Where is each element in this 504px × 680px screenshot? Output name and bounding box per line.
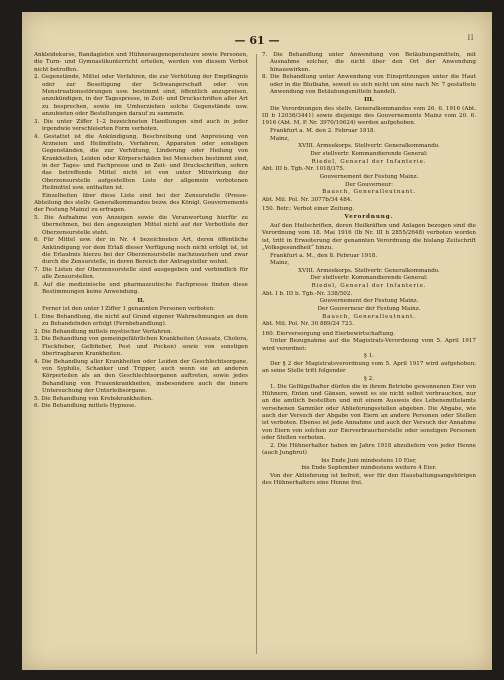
command-line-7: Bausch, Generalleutnant. (322, 189, 416, 196)
document-page (22, 12, 492, 670)
command-line-4: Abt. III b. Tgb.-Nr. 1018/375. (262, 166, 345, 173)
notice-160-list-1: bis Ende Juni mindestens 10 Eier, (321, 457, 417, 464)
command2-line-6: Der Gouverneur der Festung Mainz. (317, 305, 421, 312)
command2-line-2: Der stellvertr. Kommandierende General: (310, 275, 428, 282)
notice-160-title: 160. Eierversorgung und Eierbewirtschaftung. (262, 330, 395, 337)
left-item-4-note: Einzelheiten über diese Liste sind bei der Zensurstelle (Presse-Abteilung des stellv. Generalkommandos bezw. des Königl. Gouvernements der Festung Mainz) zu erfragen. (34, 192, 248, 214)
notice-160-para3: 2. Die Hühnerhalter haben im Jahre 1918 abzuliefern von jeder Henne (auch Jungbrut) (262, 442, 476, 456)
command2-line-1: XVIII. Armeekorps. Stellvertr. Generalkommando. (298, 267, 440, 274)
left-section-item-4: 4. Die Behandlung aller Krankheiten oder Leiden der Geschlechtsorgane, von Syphilis, Schanker und Tripper, auch wenn sie an anderen Körperteilen als an den Geschlechtsorganen auftreten, sowie jedes Behandlung von Frauenkrankheiten, insbesondere auch die innere Untersuchung der Unterleibsorgane. (34, 358, 248, 395)
right-item-8: 8. Die Behandlung unter Anwendung von Einspritzungen unter die Haut oder in die Blutbahn, soweit es sich nicht um eine nach Nr. 7 gestattete Anwendung von Betäubungsmitteln handelt. (262, 74, 476, 96)
date-frankfurt-2: Frankfurt a. M., den 8. Februar 1918. (270, 252, 378, 259)
notice-150-text: Auf den Heilschriften, deren Heilkräften und Anlagen bezogen sind die Verordnung vom 18. Mai 1916 (Ib Nr. III b 2855/2648) verboten worden ist, tritt in Erweiterung der genannten Verordnung die bislang Zeitschrift „Volksgesundheit“ hinzu. (262, 222, 476, 251)
date-frankfurt-1: Frankfurt a. M. den 2. Februar 1918. (270, 128, 376, 135)
left-item-2: 2. Gegenstände, Mittel oder Verfahren, die zur Verhütung der Empfängnis oder zur Beseitigung der Schwangerschaft oder von Menstruationsstörungen usw. bestimmt sind, öffentlich anzupreisen, anzukündigen, in der Tagespresse, in Zeit- und Druckschriften aller Art zu besprechen, sowie im Umherziehen solche Gegenstände usw. anzubieten oder Bestellungen darauf zu sammeln. (34, 74, 248, 118)
left-intro: Ankleidekurse, Bandagisten und Hühneraugenoperateure sowie Personen, die Turn- und Gymnastikunterricht erteilen, werden von diesem Verbot nicht betroffen. (34, 52, 248, 73)
notice-160-intro: Unter Bezugnahme auf die Magistrats-Verordnung vom 5. April 1917 wird verordnet: (262, 338, 476, 352)
notice-150-heading: Verordnung. (344, 214, 394, 221)
left-item-4: 4. Gestattet ist die Ankündigung, Beschreibung und Anpreisung von Arzneien und Heilmitteln, Verfahren, Apparaten oder sonstigen Gegenständen, die zur Verhütung, Linderung oder Heilung von Krankheiten, Leiden oder Körperschäden bei Menschen bestimmt sind, in der Tages- und Fachpresse und in Zeit- und Druckschriften, sofern das betreffende Mittel nicht ist von unter Mitwirkung der Oberzensurstelle aufgestellten Liste der allgemein verbotenen Heilmittel usw. enthalten ist. (34, 133, 248, 192)
column-divider (256, 54, 257, 654)
place-mainz-1: Mainz, (270, 135, 290, 142)
command-line-6: Der Gouverneur: (345, 181, 393, 188)
notice-160-list-3: Von der Ablieferung ist befreit, wer für den Haushaltungsangehörigen des Hühnerhalters eine Henne frei. (262, 472, 476, 487)
corner-mark: II (467, 34, 474, 42)
page-number: — 61 — (234, 34, 280, 47)
notice-160-list-2: bis Ende September mindestens weitere 4 Eier. (301, 465, 437, 472)
command2-line-5: Gouvernement der Festung Mainz. (319, 298, 419, 305)
command2-line-4: Abt. I b. III b. Tgb.-Nr. 338/502. (262, 290, 353, 297)
notice-160-para1-title: § 1. (364, 353, 374, 360)
left-column (34, 52, 248, 656)
left-section-item-3: 3. Die Behandlung von gemeingefährlichen Krankheiten (Aussatz, Cholera, Fleckfieber, Gelbfieber, Pest und Pocken) sowie von sonstigen übertragbaren Krankheiten. (34, 336, 248, 358)
command2-line-3: Riedel, General der Infanterie. (311, 283, 427, 290)
right-section-title: III. (364, 97, 374, 104)
left-item-6: 6. Für Mittel usw. der in Nr. 4 bezeichneten Art, deren öffentliche Ankündigung vor dem Erlaß dieser Verfügung noch nicht erfolgt ist, ist die Erlaubnis hierzu bei der Oberzensurstelle nachzusuchen und zwar durch die Zensurstelle, in deren Bereich der Antragsteller wohnt. (34, 237, 248, 266)
notice-160-para2: 1. Die Geflügelhalter dürfen die in ihrem Betriebe gewonnenen Eier von Hühnern, Enten und Gänsen, soweit es sie nicht selbst verbrauchen, nur an die amtlich bestellten und mit einem Ausweis des Lebensmittelamts versehenen Sammler oder Ablieferungsstellen abgeben. Die Abgabe, wie auch der Versuch der Abgabe von Eiern an andere Personen oder Stellen ist verboten. Ebenso ist jede Annahme und auch der Versuch der Annahme von Eiern von solchen zur Eierverbraucherstelle oder sonstigen Personen oder Stellen verboten. (262, 383, 476, 441)
left-item-8: 8. Auf die medizinische und pharmazeutische Fachpresse finden diese Bestimmungen keine Anwendung. (34, 282, 248, 296)
right-section-text: Die Verordnungen des stellv. Generalkommandos vom 26. 6. 1916 (Abt. III b 12036/3441) sowie diejenige des Gouvernements Mainz vom 20. 6. 1916 (Abt. M, P. Nr. 3970/10624) werden aufgehoben. (262, 105, 476, 127)
right-item-7: 7. Die Behandlung unter Anwendung von Betäubungsmitteln, mit Ausnahme solcher, die nicht über den Ort der Anwendung hinauswirken. (262, 52, 476, 73)
left-item-3: 3. Die unter Ziffer 1–2 bezeichneten Handlungen sind auch in jeder irgendwie verschleierten Form verboten. (34, 118, 248, 133)
place-mainz-2: Mainz, (270, 260, 290, 267)
command-line-3: Riedel, General der Infanterie. (311, 158, 427, 165)
left-section-intro: Ferner ist den unter I Ziffer 1 genannten Personen verboten: (42, 306, 215, 313)
command-line-8: Abt. Mil. Pol. Nr. 3077b/34 484. (262, 196, 353, 203)
left-item-7: 7. Die Listen der Oberzensurstelle sind ausgegeben und verbindlich für alle Zensurstellen. (34, 267, 248, 281)
notice-160-para2-title: § 2. (364, 375, 374, 382)
left-section-title: II. (137, 297, 145, 304)
command-line-5: Gouvernement der Festung Mainz. (319, 173, 419, 180)
left-section-item-1: 1. Eine Behandlung, die nicht auf Grund eigener Wahrnehmungen an dem zu Behandelnden erfolgt (Fernbehandlung). (34, 313, 248, 328)
left-section-item-2: 2. Die Behandlung mittels mystischer Verfahren. (34, 328, 173, 335)
notice-160-para1: Der § 2 der Magistratsverordnung vom 5. April 1917 wird aufgehoben; an seine Stelle tritt folgender (262, 360, 476, 375)
command-line-2: Der stellvertr. Kommandierende General: (310, 150, 428, 157)
command2-line-8: Abt. Mil. Pol. Nr. 30 889/24 723. (262, 321, 354, 328)
left-section-item-6: 6. Die Behandlung mittels Hypnose. (34, 403, 137, 410)
left-item-5: 5. Die Aufnahme von Anzeigen sowie die Veranwortung hierfür zu übernehmen, bei den angezeigten Mittel nicht auf der Verbotliste der Oberzensurstelle steht. (34, 215, 248, 236)
notice-150-title: 150. Betr.: Verbot einer Zeitung. (262, 206, 355, 213)
command-line-1: XVIII. Armeekorps. Stellvertr. Generalkommando. (298, 143, 440, 150)
left-section-item-5: 5. Die Behandlung von Krebskrankheiten. (34, 395, 153, 402)
command2-line-7: Bausch, Generalleutnant. (322, 313, 416, 320)
right-column (262, 52, 476, 656)
